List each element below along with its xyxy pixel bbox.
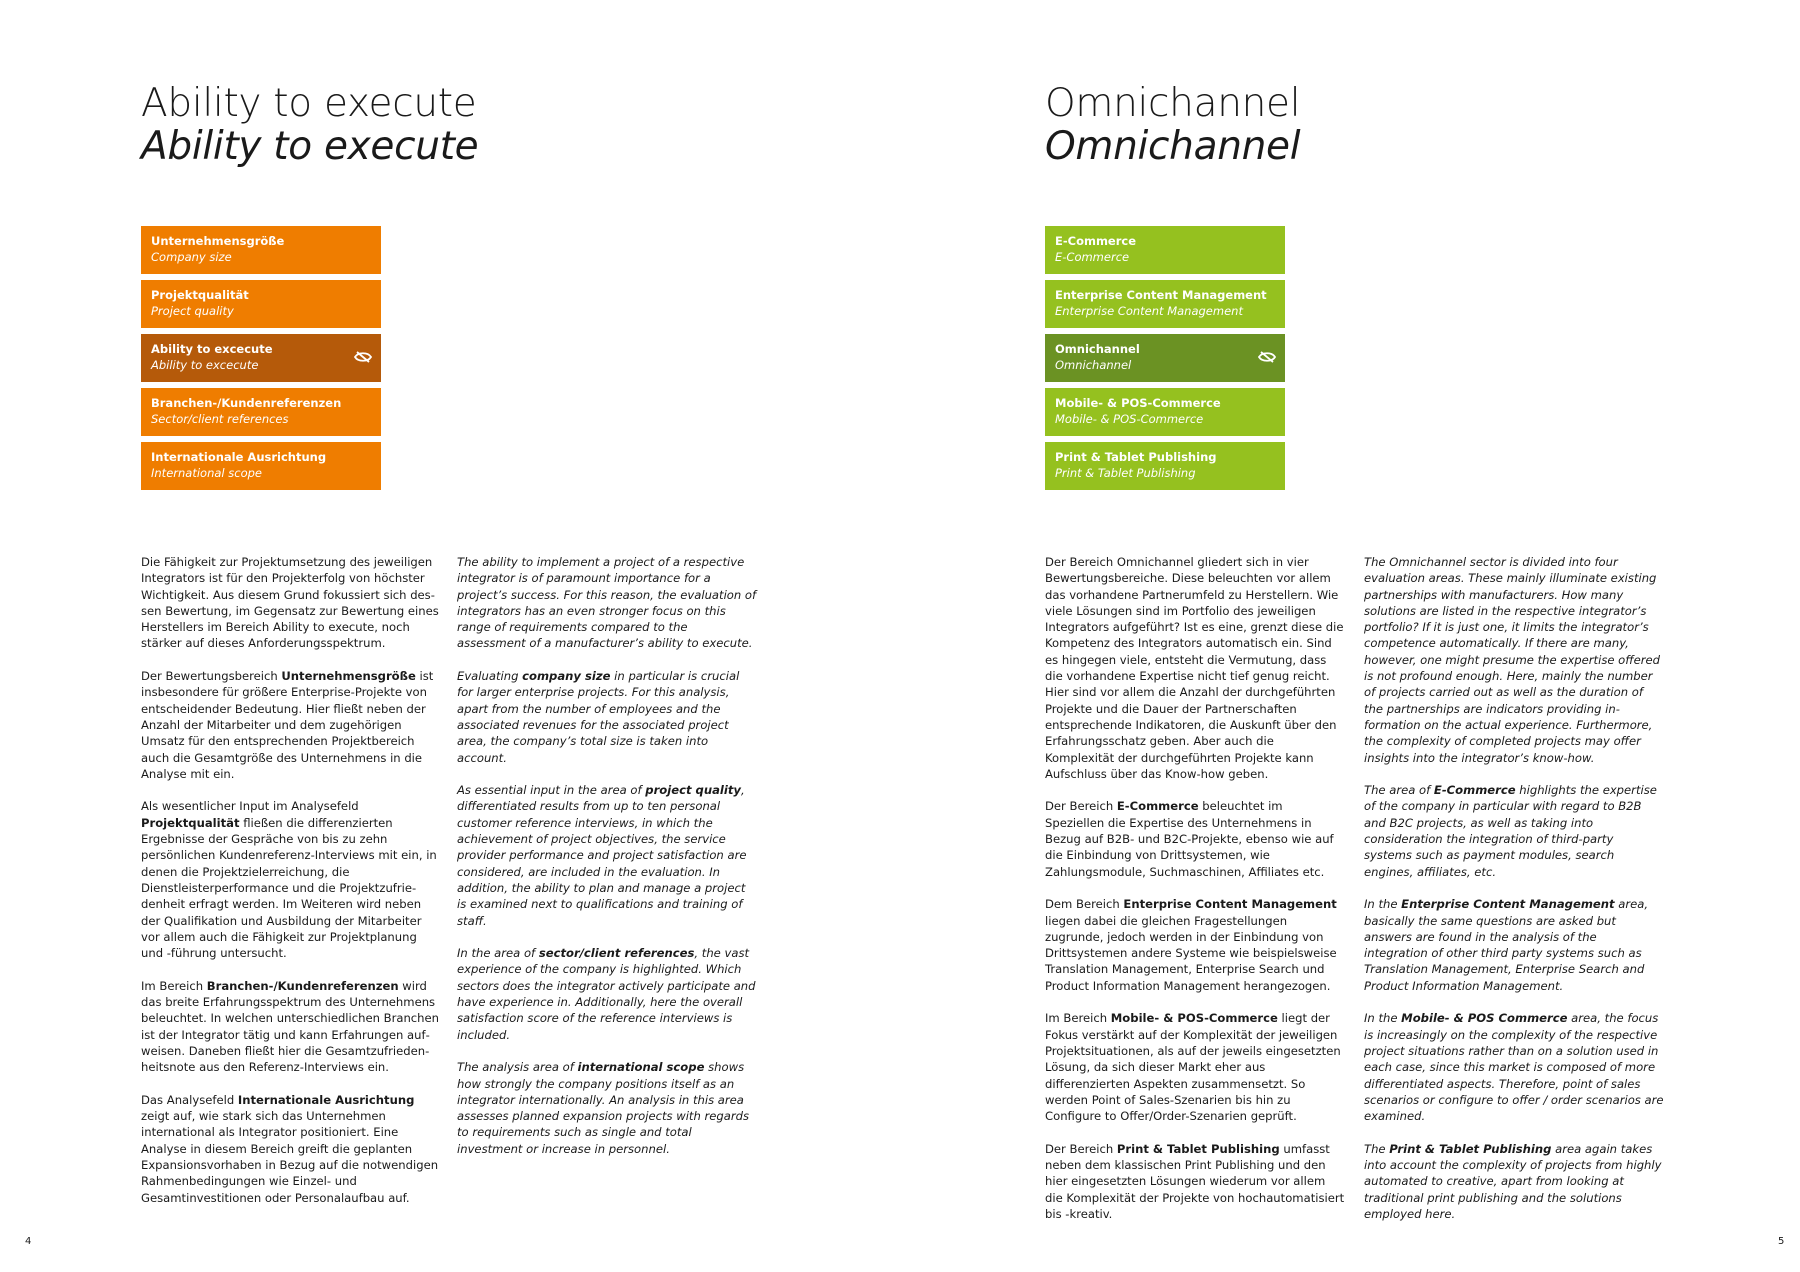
paragraph-text: ist insbesondere für größere Enterprise-Projekte von entscheidender Bedeutung. Hier fließt neben der Anzahl der Mitarbeiter und dem zugehörigen Umsatz für den entsprechenden Projektbereich auch die Gesamtgröße des Unternehmens in die Analyse mit ein. xyxy=(141,669,434,781)
menu-item-label: Mobile- & POS-Commerce xyxy=(1055,396,1221,410)
paragraph-text: liegt der Fokus verstärkt auf der Komplexität der jeweiligen Projektsituationen, als auf der jeweils eingesetzten Lösung, da sich dieser Markt eher aus differenzierten Aspekten zusammensetzt. So werden Point of Sales-Szenarien bis hin zu Configure to Offer/Order-Szenarien geprüft. xyxy=(1045,1011,1341,1124)
menu-item-label: Internationale Ausrichtung xyxy=(151,450,327,464)
category-menu xyxy=(141,226,381,496)
paragraph-text: liegen dabei die gleichen Fragestellungen zugrunde, jedoch werden in der Einbindung von Drittsystemen andere Systeme wie beispielsweise Translation Management, Enterprise Search und Product Information Management herangezogen. xyxy=(1045,913,1337,993)
right-page xyxy=(900,0,1800,1272)
menu-item-enterprise-content-management[interactable] xyxy=(1045,280,1285,328)
menu-item-label: Ability to excecute xyxy=(151,342,273,356)
paragraph-text: umfasst neben dem klassischen Print Publishing und den hier eingesetzten Lösungen wiederum vor allem die Komplexität der Projekte von hochautomatisiert bis -kreativ. xyxy=(1045,1141,1345,1221)
menu-item-label: Unternehmensgröße xyxy=(151,234,285,248)
page-title: Ability to execute xyxy=(141,81,477,126)
menu-item-sublabel: Print & Tablet Publishing xyxy=(1055,466,1196,480)
menu-item-sublabel: Company size xyxy=(151,250,232,264)
menu-item-label: Branchen-/Kundenreferenzen xyxy=(151,396,342,410)
menu-item-label: E-Commerce xyxy=(1055,234,1137,248)
paragraph-keyword: Enterprise Content Management xyxy=(1401,897,1615,912)
paragraph xyxy=(457,945,757,1043)
menu-item-ability-to-excecute[interactable] xyxy=(141,334,381,382)
paragraph xyxy=(457,668,757,766)
paragraph xyxy=(141,978,439,1076)
paragraph-text: In the xyxy=(1364,897,1402,912)
paragraph xyxy=(1364,1141,1664,1222)
paragraph-keyword: Branchen-/Kundenreferenzen xyxy=(206,978,399,993)
paragraph-text: The xyxy=(1364,1141,1390,1156)
menu-item-sector-client-references[interactable] xyxy=(141,388,381,436)
paragraph xyxy=(457,1059,757,1157)
paragraph-text: zeigt auf, wie stark sich das Unternehmen international als Integrator positioniert. Eine Analyse in diesem Bereich greift die geplanten Expansionsvorhaben in Bezug auf die notwendigen Rahmenbedingungen wie Einzel- und Gesamtinvestitionen oder Personalaufbau auf. xyxy=(141,1109,439,1205)
paragraph-keyword: company size xyxy=(522,669,611,684)
paragraph-text: area, the focus is increasingly on the complexity of the respective project situations rather than on a solution used in each case, since this market is composed of more differentiated aspects. Therefore, point of sales scenarios or configure to offer / order scenarios are examined. xyxy=(1364,1011,1664,1124)
paragraph-keyword: Unternehmensgröße xyxy=(281,669,416,684)
paragraph-keyword: Mobile- & POS-Commerce xyxy=(1110,1011,1278,1026)
paragraph xyxy=(1364,554,1664,766)
paragraph xyxy=(1364,782,1664,880)
page-title: Omnichannel xyxy=(1045,81,1301,126)
paragraph-text: shows how strongly the company positions itself as an integrator internationally. An analysis in this area assesses planned expansion projects with regards to requirements such as single and total investment or increase in personnel. xyxy=(457,1060,750,1156)
paragraph-text: Der Bewertungsbereich xyxy=(141,669,282,684)
category-menu xyxy=(1045,226,1285,496)
paragraph-keyword: Print & Tablet Publishing xyxy=(1116,1141,1280,1156)
paragraph-keyword: E-Commerce xyxy=(1116,799,1199,814)
menu-item-sublabel: International scope xyxy=(151,466,262,480)
body-text-english xyxy=(1364,554,1664,1238)
paragraph-text: Der Bereich xyxy=(1045,799,1117,814)
paragraph xyxy=(1045,896,1345,994)
eye-slash-icon xyxy=(1257,349,1277,365)
menu-item-company-size[interactable] xyxy=(141,226,381,274)
paragraph-keyword: E-Commerce xyxy=(1433,783,1516,798)
paragraph-keyword: project quality xyxy=(645,783,741,798)
paragraph xyxy=(141,1092,439,1206)
menu-item-label: Print & Tablet Publishing xyxy=(1055,450,1217,464)
paragraph-text: Als wesentlicher Input im Analysefeld xyxy=(141,799,359,814)
paragraph-text: Im Bereich xyxy=(1045,1011,1111,1026)
menu-item-omnichannel[interactable] xyxy=(1045,334,1285,382)
paragraph xyxy=(457,554,757,652)
paragraph xyxy=(1364,1010,1664,1124)
eye-slash-icon xyxy=(353,349,373,365)
paragraph-text: highlights the expertise of the company in particular with regard to B2B and B2C projects, as well as taking into consideration the integration of third-party systems such as payment modules, search engines, affiliates, etc. xyxy=(1364,783,1657,879)
paragraph xyxy=(141,554,439,652)
menu-item-mobile-pos-commerce[interactable] xyxy=(1045,388,1285,436)
paragraph-text: The ability to implement a project of a respective integrator is of paramount importance for a project’s success. For this reason, the evaluation of integrators has an even stronger focus on this range of requirements compared to the assessment of a manufacturer’s ability to execute. xyxy=(457,555,757,651)
menu-item-e-commerce[interactable] xyxy=(1045,226,1285,274)
page-subtitle: Ability to execute xyxy=(141,124,479,169)
paragraph xyxy=(141,668,439,782)
paragraph-text: Der Bereich xyxy=(1045,1141,1117,1156)
paragraph-keyword: sector/client references xyxy=(538,946,695,961)
paragraph-text: in particular is crucial for larger enterprise projects. For this analysis, apart from the number of employees and the associated revenues for the associated project area, the company’s total size is taken into account. xyxy=(457,669,740,765)
paragraph-keyword: Print & Tablet Publishing xyxy=(1389,1141,1552,1156)
paragraph-text: , the vast experience of the company is highlighted. Which sectors does the integrator actively participate and have experience in. Additionally, here the overall satisfaction score of the reference interviews is included. xyxy=(457,946,756,1042)
body-text-german xyxy=(1045,554,1345,1238)
paragraph-text: area, basically the same questions are asked but answers are found in the analysis of the integration of other third party systems such as Translation Management, Enterprise Search and Product Information Management. xyxy=(1364,897,1649,993)
paragraph-text: The Omnichannel sector is divided into four evaluation areas. These mainly illuminate existing partnerships with manufacturers. How many solutions are listed in the respective integrator’s portfolio? If it is just one, it limits the integrator’s competence automatically. If there are many, however, one might presume the expertise offered is not profound enough. Here, mainly the number of projects carried out as well as the duration of the partnerships are indicators providing information on the actual experience. Furthermore, the complexity of completed projects may offer insights into the integrator’s know-how. xyxy=(1364,555,1661,765)
body-text-english xyxy=(457,554,757,1173)
paragraph-text: fließen die differenzierten Ergebnisse der Gespräche von bis zu zehn persönlichen Kundenreferenz-Interviews mit ein, in denen die Projektzielerreichung, die Dienstleisterperformance und die Projektzufriedenheit erfragt werden. Im Weiteren wird neben der Qualifikation und Ausbildung der Mitarbeiter vor allem auch die Fähigkeit zur Projektplanung und -führung untersucht. xyxy=(141,815,437,961)
paragraph-text: area again takes into account the complexity of projects from highly automated to creative, apart from looking at traditional print publishing and the solutions employed here. xyxy=(1364,1141,1662,1221)
paragraph-keyword: Enterprise Content Management xyxy=(1123,897,1337,912)
paragraph xyxy=(1045,1141,1345,1222)
paragraph xyxy=(1364,896,1664,994)
menu-item-sublabel: Omnichannel xyxy=(1055,358,1132,372)
paragraph-text: In the area of xyxy=(457,946,539,961)
paragraph xyxy=(1045,798,1345,879)
paragraph-text: Die Fähigkeit zur Projektumsetzung des jeweiligen Integrators ist für den Projekterfolg von höchster Wichtigkeit. Aus diesem Grund fokussiert sich dessen Bewertung, im Gegensatz zur Bewertung eines Herstellers im Bereich Ability to execute, noch stärker auf dieses Anforderungsspektrum. xyxy=(141,555,439,651)
paragraph xyxy=(141,798,439,961)
paragraph-text: Im Bereich xyxy=(141,978,207,993)
menu-item-sublabel: Ability to excecute xyxy=(151,358,259,372)
paragraph-text: wird das breite Erfahrungsspektrum des Unternehmens beleuchtet. In welchen unterschiedlichen Branchen ist der Integrator tätig und kann Erfahrungen aufweisen. Daneben fließt hier die Gesamtzufriedenheitsnote aus den Referenz-Interviews ein. xyxy=(141,978,440,1075)
menu-item-sublabel: Sector/client references xyxy=(151,412,289,426)
menu-item-sublabel: Mobile- & POS-Commerce xyxy=(1055,412,1204,426)
menu-item-label: Enterprise Content Management xyxy=(1055,288,1267,302)
paragraph-keyword: Projektqualität xyxy=(141,815,240,830)
menu-item-sublabel: Project quality xyxy=(151,304,234,318)
paragraph-text: In the xyxy=(1364,1011,1402,1026)
body-text-german xyxy=(141,554,439,1222)
paragraph-text: , differentiated results from up to ten personal customer reference interviews, in which the achievement of project objectives, the service provider performance and project satisfaction are considered, are included in the evaluation. In addition, the ability to plan and manage a project is examined next to qualifications and training of staff. xyxy=(457,783,747,928)
paragraph xyxy=(1045,1010,1345,1124)
paragraph-text: beleuchtet im Speziellen die Expertise des Unternehmens in Bezug auf B2B- und B2C-Projekte, ebenso wie auf die Einbindung von Drittsystemen, wie Zahlungsmodule, Suchmaschinen, Affiliates etc. xyxy=(1045,799,1334,879)
paragraph-text: Dem Bereich xyxy=(1045,897,1124,912)
menu-item-sublabel: E-Commerce xyxy=(1055,250,1130,264)
paragraph-keyword: international scope xyxy=(577,1060,705,1075)
menu-item-international-scope[interactable] xyxy=(141,442,381,490)
paragraph-text: Evaluating xyxy=(457,669,523,684)
paragraph-text: Das Analysefeld xyxy=(141,1092,238,1107)
menu-item-label: Omnichannel xyxy=(1055,342,1140,356)
menu-item-label: Projektqualität xyxy=(151,288,249,302)
page-number: 5 xyxy=(1778,1236,1785,1247)
paragraph xyxy=(1045,554,1345,782)
paragraph-text: Der Bereich Omnichannel gliedert sich in vier Bewertungsbereiche. Diese beleuchten vor allem das vorhandene Partnerumfeld zu Herstellern. Wie viele Lösungen sind im Portfolio des jeweiligen Integrators aufgeführt? Ist es eine, grenzt diese die Kompetenz des Integrators automatisch ein. Sind es hingegen viele, entsteht die Vermutung, dass die vorhandene Expertise nicht tief genug reicht. Hier sind vor allem die Anzahl der durchgeführten Projekte und die Dauer der Partnerschaften entsprechende Indikatoren, die Auskunft über den Erfahrungsschatz geben. Aber auch die Komplexität der durchgeführten Projekte kann Aufschluss über das Know-how geben. xyxy=(1045,555,1344,781)
page-number: 4 xyxy=(25,1236,32,1247)
paragraph-text: As essential input in the area of xyxy=(457,783,646,798)
paragraph xyxy=(457,782,757,929)
menu-item-print-tablet-publishing[interactable] xyxy=(1045,442,1285,490)
paragraph-text: The area of xyxy=(1364,783,1434,798)
menu-item-sublabel: Enterprise Content Management xyxy=(1055,304,1243,318)
paragraph-keyword: Mobile- & POS Commerce xyxy=(1401,1011,1568,1026)
paragraph-keyword: Internationale Ausrichtung xyxy=(237,1092,415,1107)
page-subtitle: Omnichannel xyxy=(1045,124,1301,169)
paragraph-text: The analysis area of xyxy=(457,1060,578,1075)
menu-item-project-quality[interactable] xyxy=(141,280,381,328)
